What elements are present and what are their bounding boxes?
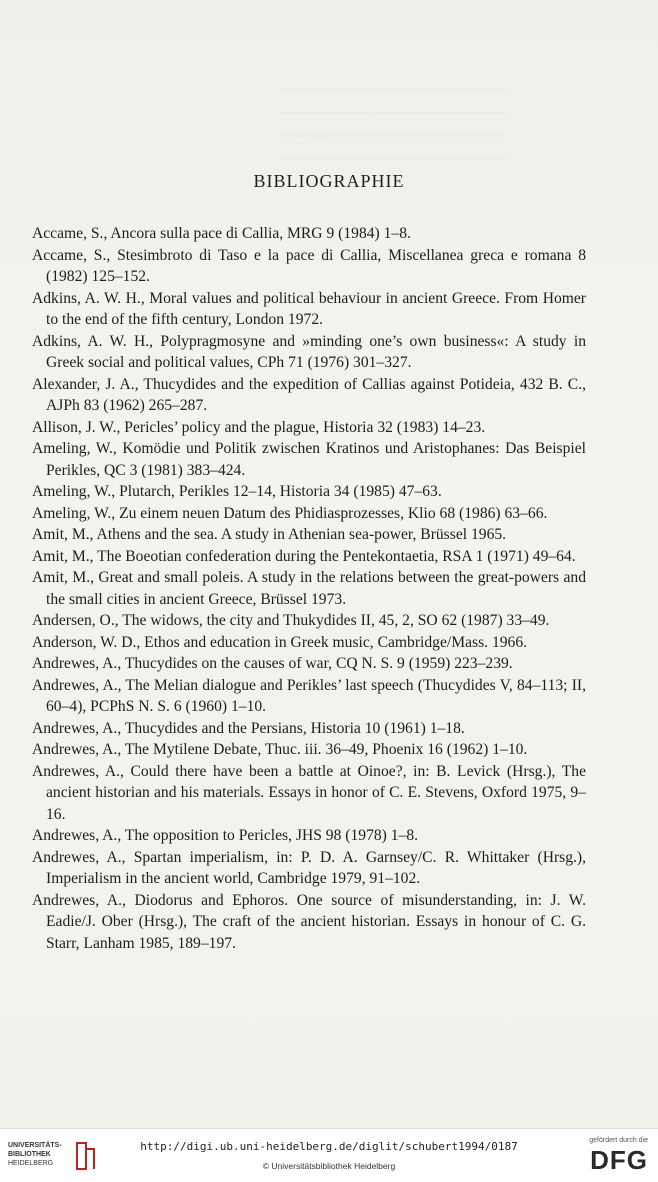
show-through-text: ~~~~~~~~~~~~~~~~~~~~~~~~~~~~ ~~~~~~~~~~~~~~~~~~~~~~~~~~~~ ~~~~~~~~~~~~~~~~~~~~~~~~~~~~ ~~~~~~~~~~~~~~~~~~~~~~~~~~~~ bbox=[280, 83, 508, 168]
bibliography-entry: Andersen, O., The widows, the city and Thukydides II, 45, 2, SO 62 (1987) 33–49. bbox=[32, 612, 550, 629]
bibliography-entry: Alexander, J. A., Thucydides and the expedition of Callias against Potideia, 432 B. C., AJPh 83 (1962) 265–287. bbox=[32, 375, 586, 414]
bibliography-entry: Andrewes, A., The opposition to Pericles, JHS 98 (1978) 1–8. bbox=[32, 827, 419, 844]
library-logo-line: UNIVERSITÄTS- bbox=[8, 1142, 62, 1149]
bibliography-entry: Ameling, W., Komödie und Politik zwischen Kratinos und Aristophanes: Das Beispiel Perikles, QC 3 (1981) 383–424. bbox=[32, 440, 586, 479]
bibliography-entry: Andrewes, A., Could there have been a battle at Oinoe?, in: B. Levick (Hrsg.), The ancient historian and his materials. Essays in honor of C. E. Stevens, Oxford 1975, 9–16. bbox=[32, 762, 586, 823]
dfg-logo-text: DFG bbox=[590, 1145, 648, 1175]
bibliography-entry: Ameling, W., Plutarch, Perikles 12–14, Historia 34 (1985) 47–63. bbox=[32, 483, 442, 500]
library-logo-line: BIBLIOTHEK bbox=[8, 1151, 51, 1158]
bibliography-entry: Amit, M., The Boeotian confederation during the Pentekontaetia, RSA 1 (1971) 49–64. bbox=[32, 547, 576, 565]
bibliography-entry: Adkins, A. W. H., Moral values and political behaviour in ancient Greece. From Homer to the end of the fifth century, London 1972. bbox=[32, 289, 586, 328]
dfg-logo bbox=[578, 1137, 648, 1177]
bibliography-entry: Andrewes, A., The Melian dialogue and Perikles’ last speech (Thucydides V, 84–113; II, 60–4), PCPhS N. S. 6 (1960) 1–10. bbox=[32, 676, 586, 715]
dfg-caption: gefördert durch die bbox=[589, 1137, 648, 1144]
bibliography-entry: Allison, J. W., Pericles’ policy and the plague, Historia 32 (1983) 14–23. bbox=[32, 418, 486, 436]
library-logo-line: HEIDELBERG bbox=[8, 1160, 54, 1167]
bibliography-entry: Andrewes, A., Spartan imperialism, in: P. D. A. Garnsey/C. R. Whittaker (Hrsg.), Imperialism in the ancient world, Cambridge 1979, 91–102. bbox=[32, 848, 586, 887]
bibliography-entry: Amit, M., Great and small poleis. A study in the relations between the great-powers and the small cities in ancient Greece, Brüssel 1973. bbox=[32, 569, 586, 608]
bibliography-entry: Anderson, W. D., Ethos and education in Greek music, Cambridge/Mass. 1966. bbox=[32, 633, 528, 651]
bibliography-entry: Andrewes, A., Thucydides on the causes of war, CQ N. S. 9 (1959) 223–239. bbox=[32, 655, 513, 672]
bibliography-entry: Accame, S., Stesimbroto di Taso e la pace di Callia, Miscellanea greca e romana 8 (1982) 125–152. bbox=[32, 246, 586, 285]
bibliography-entry: Amit, M., Athens and the sea. A study in Athenian sea-power, Brüssel 1965. bbox=[32, 526, 507, 543]
page-title: BIBLIOGRAPHIE bbox=[253, 171, 405, 191]
digitization-footer bbox=[0, 1128, 658, 1182]
bibliography-entry: Accame, S., Ancora sulla pace di Callia, MRG 9 (1984) 1–8. bbox=[32, 225, 411, 242]
bibliography-entry: Adkins, A. W. H., Polypragmosyne and »minding one’s own business«: A study in Greek social and political values, CPh 71 (1976) 301–327. bbox=[32, 332, 586, 371]
bibliography-entry: Andrewes, A., The Mytilene Debate, Thuc. iii. 36–49, Phoenix 16 (1962) 1–10. bbox=[32, 741, 528, 758]
bibliography-entry: Ameling, W., Zu einem neuen Datum des Phidiasprozesses, Klio 68 (1986) 63–66. bbox=[32, 504, 548, 522]
bibliography-entry: Andrewes, A., Diodorus and Ephoros. One source of misunderstanding, in: J. W. Eadie/J. Ober (Hrsg.), The craft of the ancient historian. Essays in honour of C. G. Starr, Lanham 1985, 189–197. bbox=[32, 891, 586, 952]
bibliography-entry: Andrewes, A., Thucydides and the Persians, Historia 10 (1961) 1–18. bbox=[32, 719, 465, 737]
copyright-notice: © Universitätsbibliothek Heidelberg bbox=[262, 1161, 396, 1171]
page-permalink[interactable]: http://digi.ub.uni-heidelberg.de/diglit/schubert1994/0187 bbox=[140, 1140, 518, 1153]
bibliography-list bbox=[32, 223, 586, 954]
